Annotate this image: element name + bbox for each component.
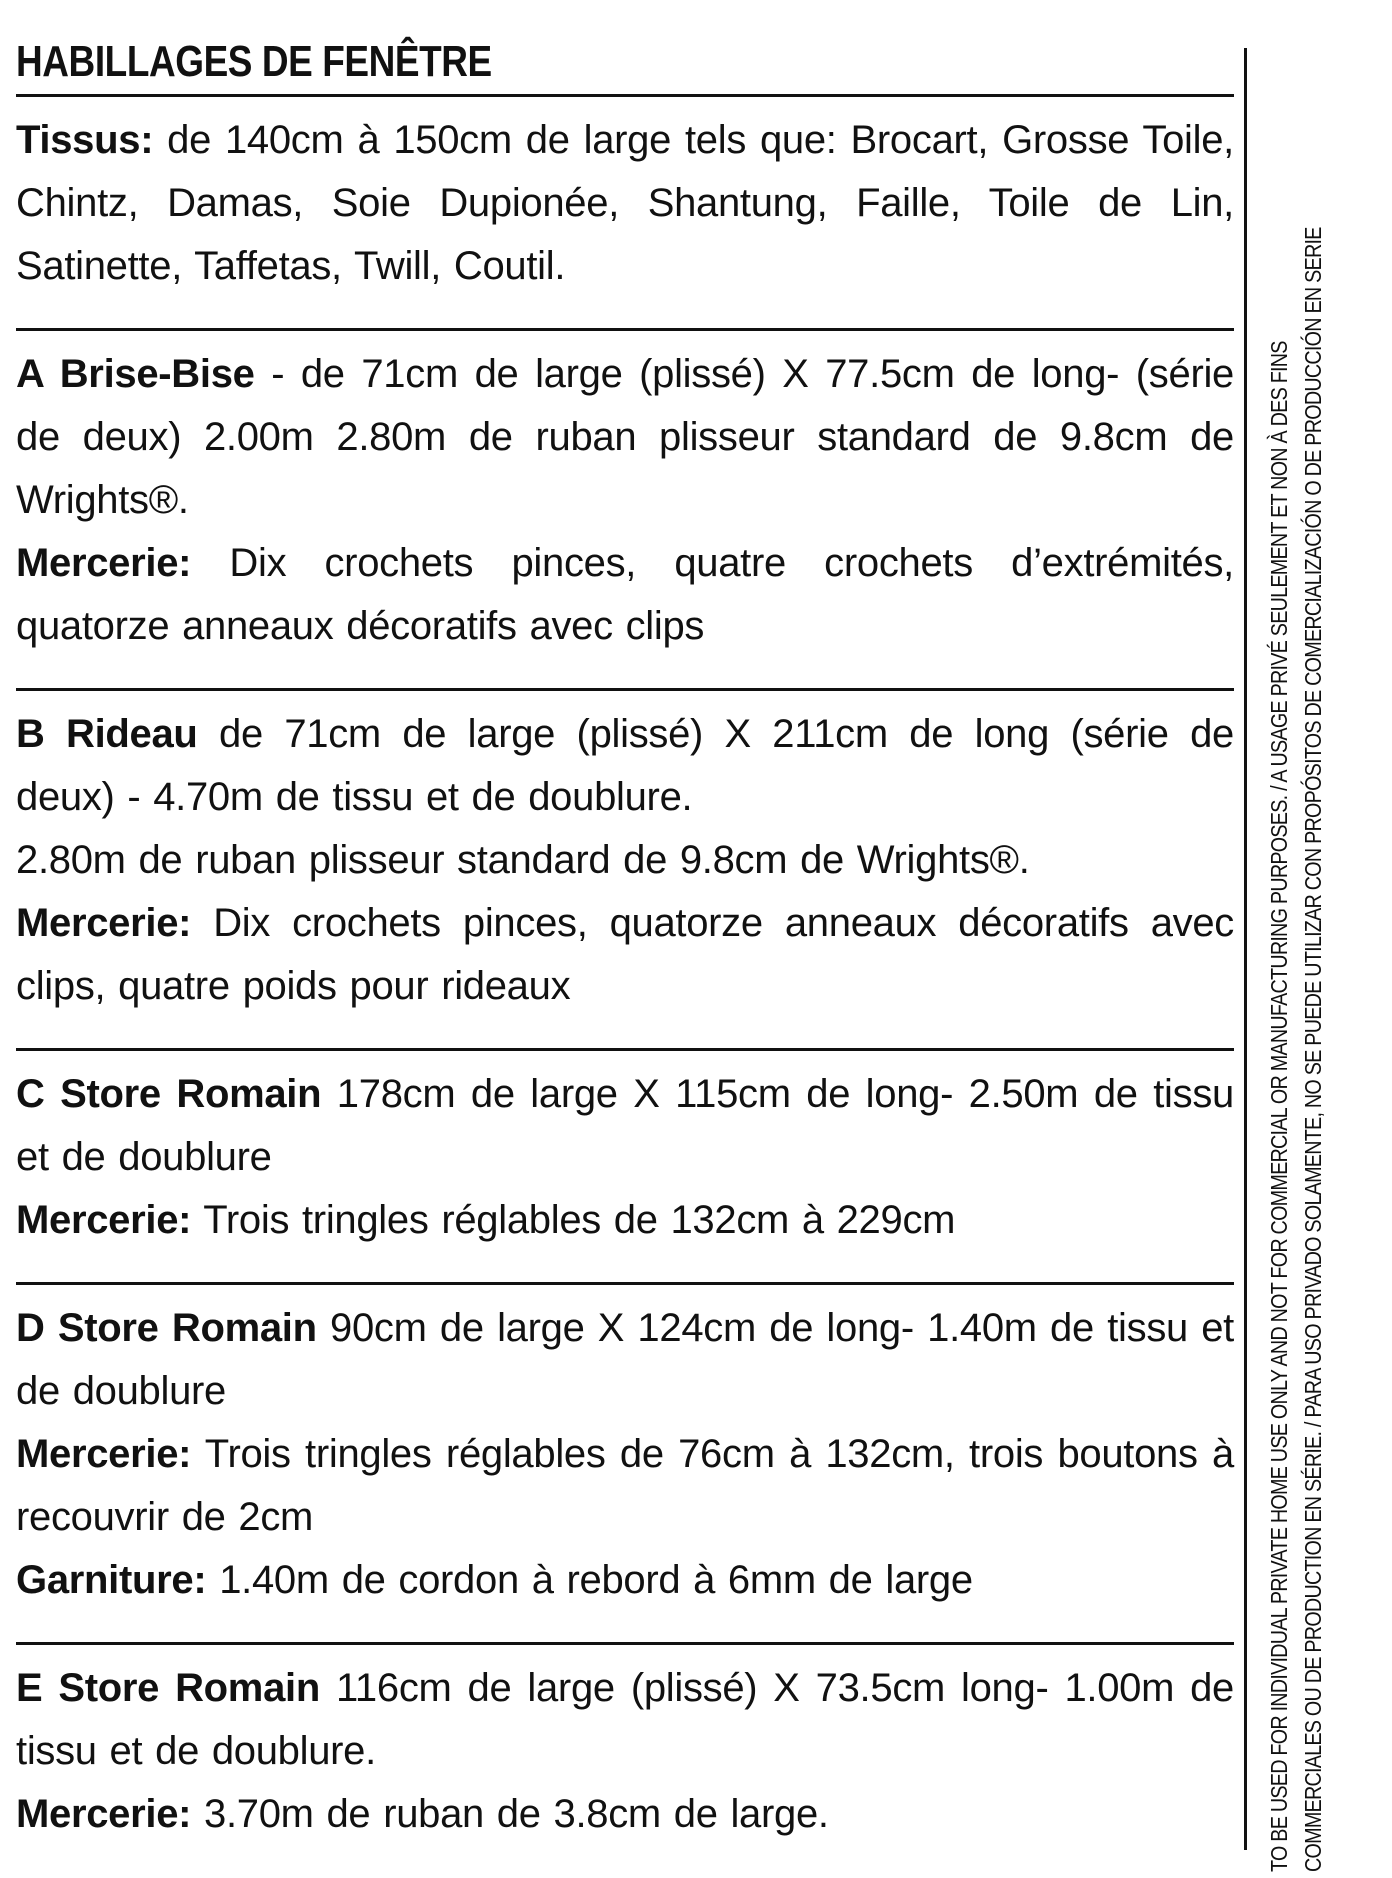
text-c-mercerie: Trois tringles réglables de 132cm à 229cm bbox=[203, 1198, 956, 1242]
text-b-ruban: 2.80m de ruban plisseur standard de 9.8cm de Wrights®. bbox=[16, 838, 1030, 882]
paragraph-a-description bbox=[16, 343, 1234, 532]
disclaimer-line-1: TO BE USED FOR INDIVIDUAL PRIVATE HOME USE ONLY AND NOT FOR COMMERCIAL OR MANUFACTURING PURPOSES. / A USAGE PRIVÉ SEULEMENT ET NON À DES FINS bbox=[1266, 341, 1292, 1872]
section-e-store-romain bbox=[16, 1645, 1234, 1876]
paragraph-d-garniture bbox=[16, 1549, 1234, 1612]
disclaimer-line-2: COMMERCIALES OU DE PRODUCTION EN SÉRIE. / PARA USO PRIVADO SOLAMENTE, NO SE PUEDE UTILIZAR CON PROPÓSITOS DE COMERCIALIZACIÓN O DE PRODUCCIÓN EN SERIE bbox=[1300, 227, 1326, 1872]
text-d-description: 90cm de large X 124cm de long- 1.40m de tissu et de doublure bbox=[16, 1306, 1234, 1413]
label-garniture: Garniture: bbox=[16, 1558, 207, 1602]
paragraph-tissus bbox=[16, 109, 1234, 298]
text-d-mercerie: Trois tringles réglables de 76cm à 132cm, trois boutons à recouvrir de 2cm bbox=[16, 1432, 1234, 1539]
text-e-description: 116cm de large (plissé) X 73.5cm long- 1.00m de tissu et de doublure. bbox=[16, 1666, 1234, 1773]
paragraph-b-description bbox=[16, 703, 1234, 829]
text-tissus: de 140cm à 150cm de large tels que: Brocart, Grosse Toile, Chintz, Damas, Soie Dupionée, Shantung, Faille, Toile de Lin, Satinette, Taffetas, Twill, Coutil. bbox=[16, 118, 1234, 288]
page-title: HABILLAGES DE FENÊTRE bbox=[16, 37, 492, 86]
label-c-store-romain: C Store Romain bbox=[16, 1072, 322, 1116]
text-d-garniture: 1.40m de cordon à rebord à 6mm de large bbox=[219, 1558, 973, 1602]
text-e-mercerie: 3.70m de ruban de 3.8cm de large. bbox=[204, 1792, 829, 1836]
usage-disclaimer bbox=[1262, 2, 1330, 1872]
paragraph-e-mercerie bbox=[16, 1783, 1234, 1846]
section-tissus bbox=[16, 97, 1234, 328]
paragraph-b-ruban bbox=[16, 829, 1234, 892]
vertical-divider bbox=[1244, 48, 1247, 1850]
label-tissus: Tissus: bbox=[16, 118, 154, 162]
text-b-description: de 71cm de large (plissé) X 211cm de long (série de deux) - 4.70m de tissu et de doublure. bbox=[16, 712, 1234, 819]
text-a-description: - de 71cm de large (plissé) X 77.5cm de long- (série de deux) 2.00m 2.80m de ruban plisseur standard de 9.8cm de Wrights®. bbox=[16, 352, 1234, 522]
section-a-brise-bise bbox=[16, 331, 1234, 688]
paragraph-c-description bbox=[16, 1063, 1234, 1189]
label-d-store-romain: D Store Romain bbox=[16, 1306, 317, 1350]
text-a-mercerie: Dix crochets pinces, quatre crochets d’extrémités, quatorze anneaux décoratifs avec clips bbox=[16, 541, 1234, 648]
label-mercerie: Mercerie: bbox=[16, 901, 192, 945]
label-mercerie: Mercerie: bbox=[16, 1198, 192, 1242]
paragraph-e-description bbox=[16, 1657, 1234, 1783]
text-c-description: 178cm de large X 115cm de long- 2.50m de tissu et de doublure bbox=[16, 1072, 1234, 1179]
paragraph-b-mercerie bbox=[16, 892, 1234, 1018]
label-mercerie: Mercerie: bbox=[16, 1792, 192, 1836]
paragraph-d-description bbox=[16, 1297, 1234, 1423]
paragraph-c-mercerie bbox=[16, 1189, 1234, 1252]
paragraph-a-mercerie bbox=[16, 532, 1234, 658]
section-d-store-romain bbox=[16, 1285, 1234, 1642]
section-b-rideau bbox=[16, 691, 1234, 1048]
main-column bbox=[16, 30, 1234, 1876]
label-a-brise-bise: A Brise-Bise bbox=[16, 352, 255, 396]
paragraph-d-mercerie bbox=[16, 1423, 1234, 1549]
section-c-store-romain bbox=[16, 1051, 1234, 1282]
label-e-store-romain: E Store Romain bbox=[16, 1666, 320, 1710]
label-mercerie: Mercerie: bbox=[16, 1432, 192, 1476]
label-mercerie: Mercerie: bbox=[16, 541, 192, 585]
label-b-rideau: B Rideau bbox=[16, 712, 198, 756]
text-b-mercerie: Dix crochets pinces, quatorze anneaux décoratifs avec clips, quatre poids pour rideaux bbox=[16, 901, 1234, 1008]
